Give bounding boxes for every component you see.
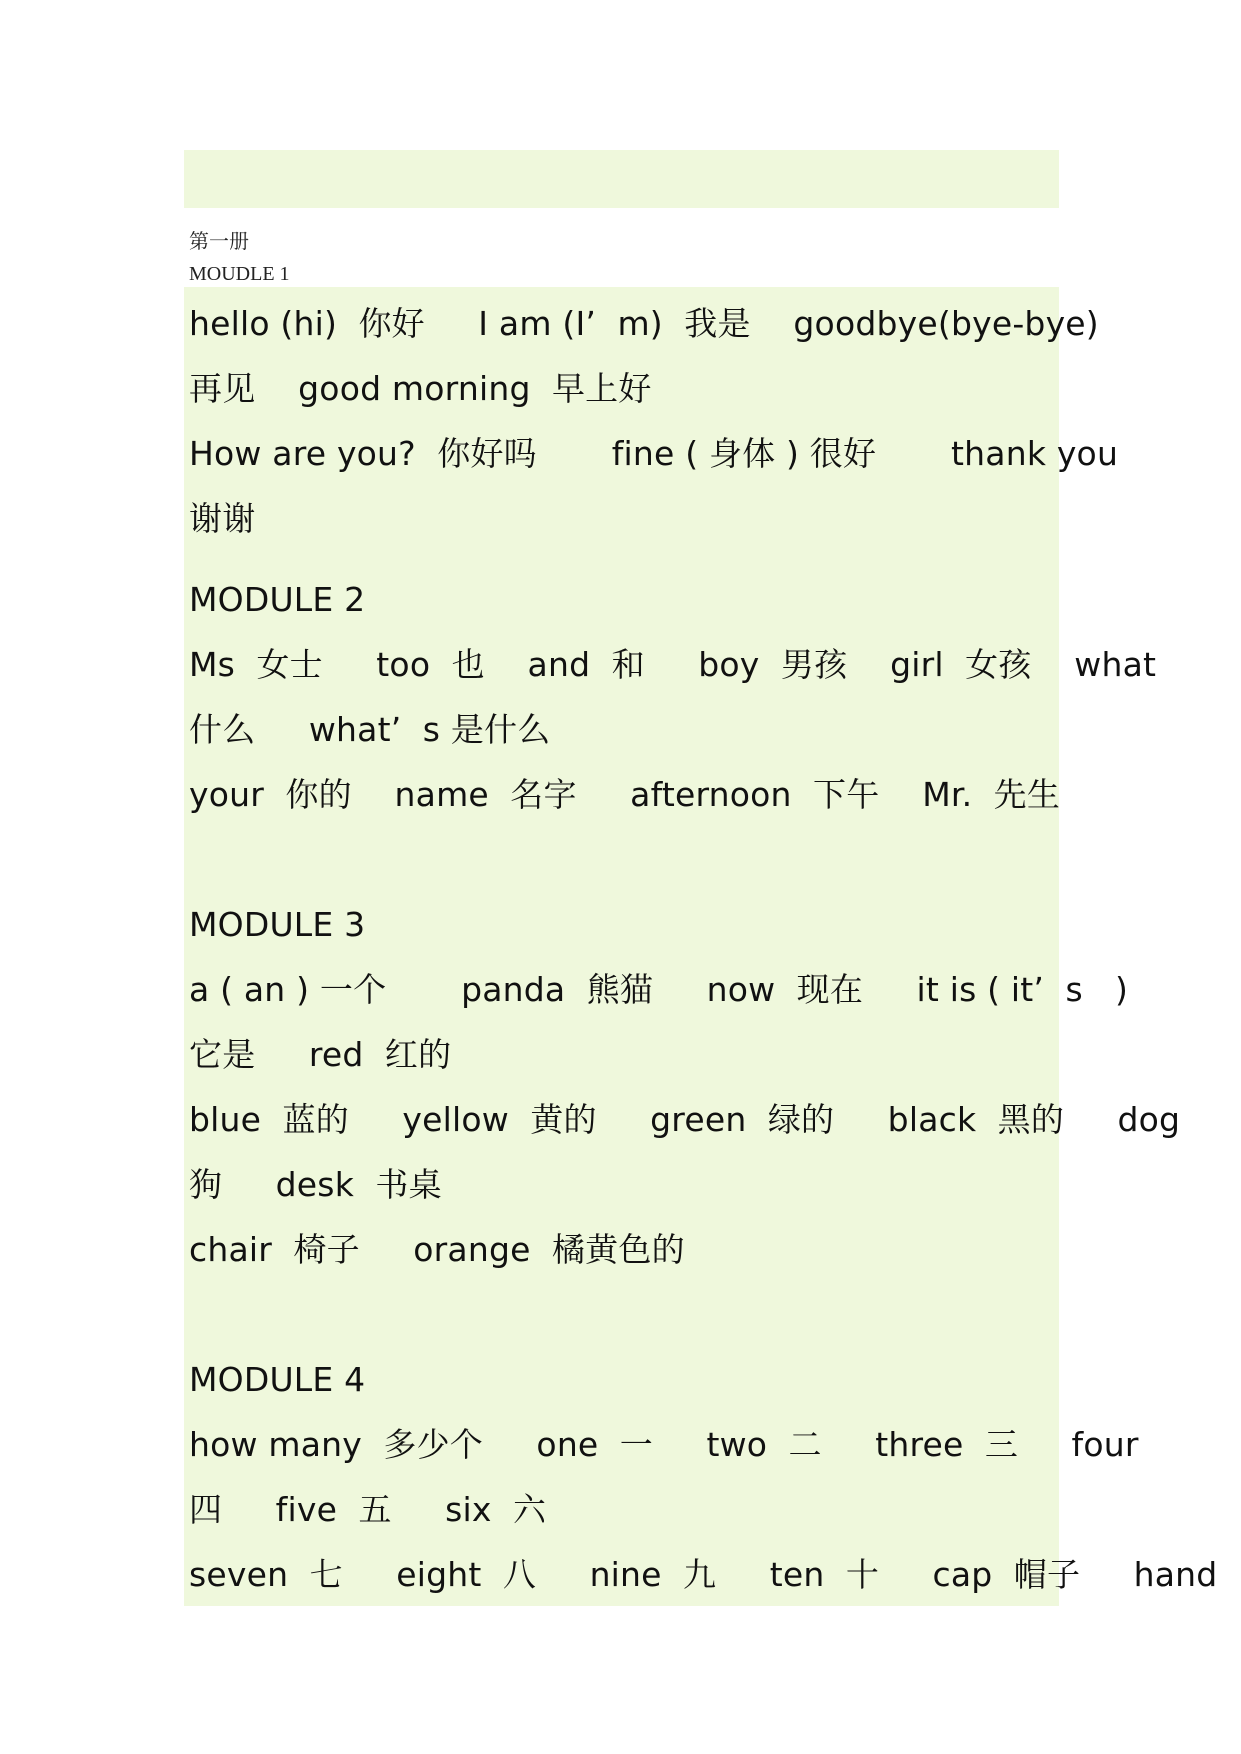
module-2-heading: MODULE 2 <box>189 580 366 619</box>
vocab-line-12: chair 椅子 orange 橘黄色的 <box>189 1230 685 1269</box>
vocab-line-5: Ms 女士 too 也 and 和 boy 男孩 girl 女孩 what <box>189 645 1157 684</box>
vocabulary-highlight-block <box>184 287 1059 1606</box>
vocab-line-9: 它是 red 红的 <box>189 1035 452 1074</box>
document-header <box>189 226 290 290</box>
vocab-line-3: How are you? 你好吗 fine ( 身体 ) 很好 thank you <box>189 434 1119 473</box>
module-4-heading: MODULE 4 <box>189 1360 366 1399</box>
vocab-line-7: your 你的 name 名字 afternoon 下午 Mr. 先生 <box>189 775 1061 814</box>
vocab-line-10: blue 蓝的 yellow 黄的 green 绿的 black 黑的 dog <box>189 1100 1181 1139</box>
top-highlight-band <box>184 150 1059 208</box>
vocab-line-2: 再见 good morning 早上好 <box>189 369 652 408</box>
module-3-heading: MODULE 3 <box>189 905 366 944</box>
vocab-line-15: seven 七 eight 八 nine 九 ten 十 cap 帽子 hand <box>189 1555 1218 1594</box>
vocab-line-1: hello (hi) 你好 I am (I’ m) 我是 goodbye(bye-bye) <box>189 304 1099 343</box>
volume-label: 第一册 <box>189 231 249 253</box>
vocab-line-6: 什么 what’ s 是什么 <box>189 710 551 749</box>
vocab-line-14: 四 five 五 six 六 <box>189 1490 547 1529</box>
vocab-line-4: 谢谢 <box>189 499 256 538</box>
module-1-heading: MOUDLE 1 <box>189 263 290 285</box>
vocab-line-13: how many 多少个 one 一 two 二 three 三 four <box>189 1425 1139 1464</box>
vocab-line-11: 狗 desk 书桌 <box>189 1165 442 1204</box>
vocab-line-8: a ( an ) 一个 panda 熊猫 now 现在 it is ( it’ s ) <box>189 970 1129 1009</box>
